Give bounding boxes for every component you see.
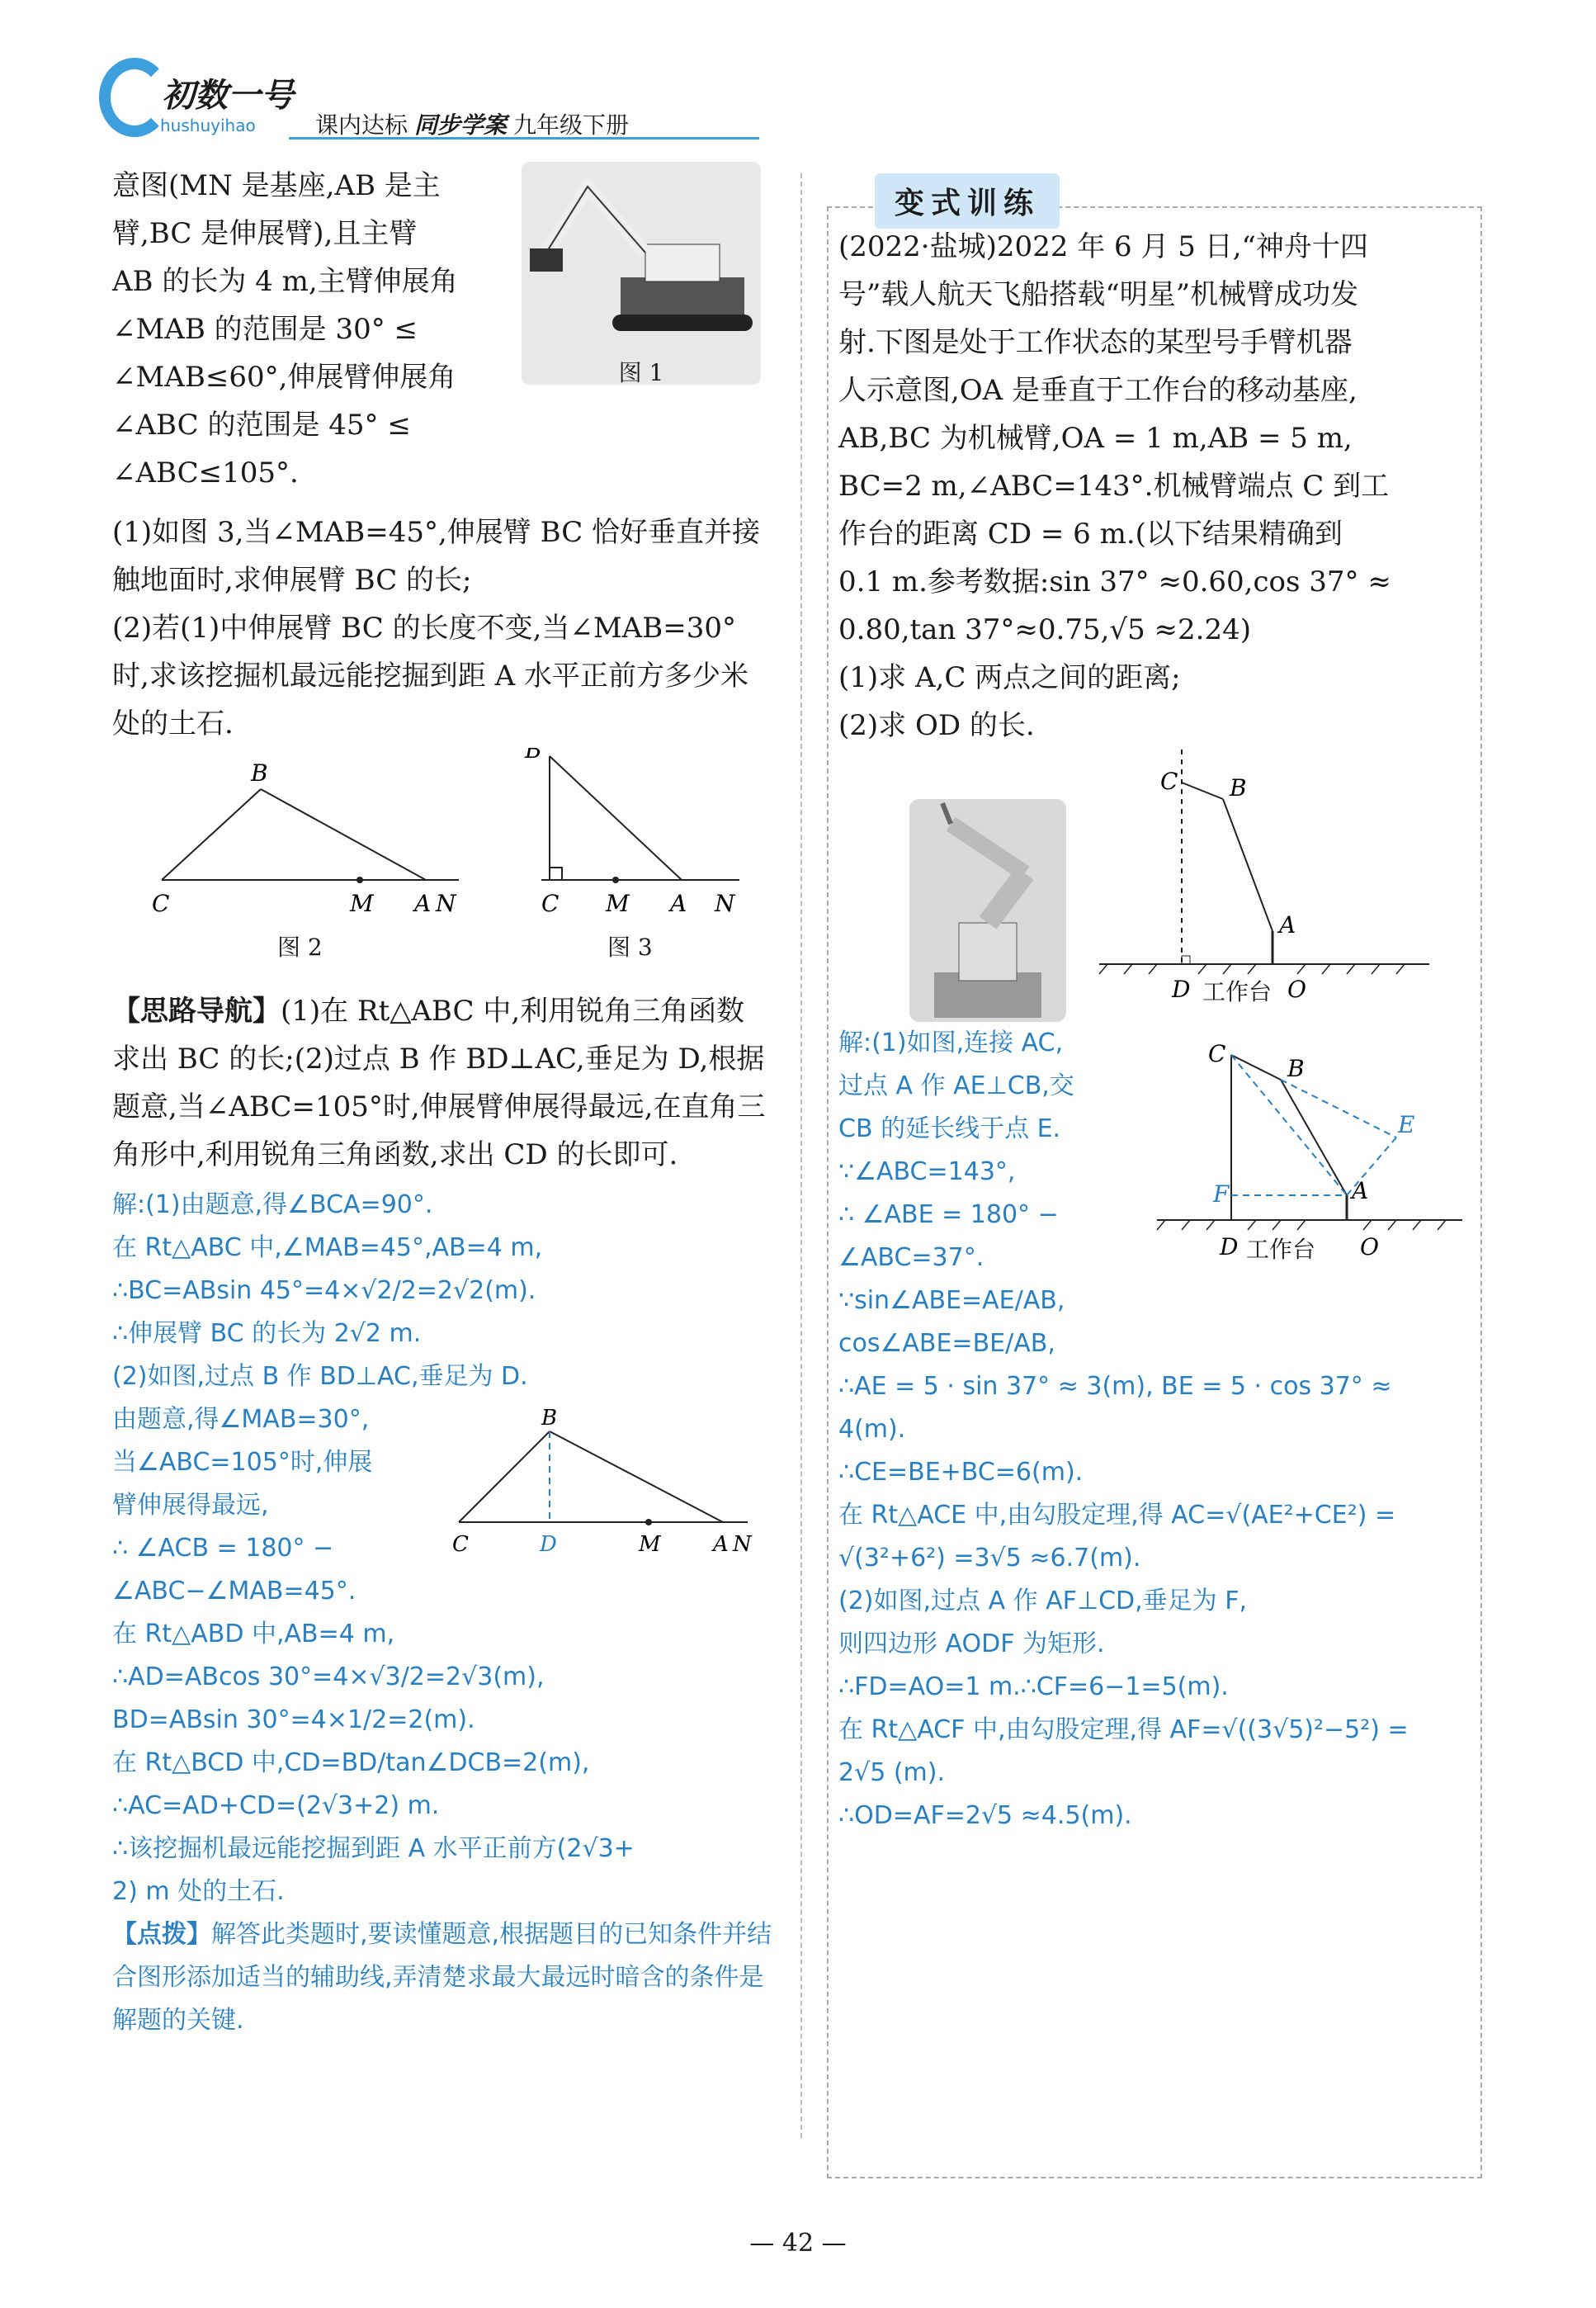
problem-line: 作台的距离 CD = 6 m.(以下结果精确到: [838, 518, 1343, 551]
solution-line: 4(m).: [838, 1415, 906, 1444]
intro-line: ∠MAB 的范围是 30° ≤: [112, 313, 418, 346]
problem-line: 0.1 m.参考数据:sin 37° ≈0.60,cos 37° ≈: [838, 565, 1391, 598]
excavator-icon: [522, 162, 761, 352]
problem-line: BC=2 m,∠ABC=143°.机械臂端点 C 到工: [838, 470, 1390, 503]
robot-diagram: [1091, 750, 1454, 1022]
solution-line: ∠ABC−∠MAB=45°.: [112, 1577, 357, 1606]
grade-label: 九年级下册: [513, 111, 630, 139]
variant-training-title: 变式训练: [875, 173, 1060, 229]
robot-figure-row: [827, 750, 1479, 1022]
svg-text:B: B: [1287, 1055, 1305, 1082]
intro-line: 臂,BC 是伸展臂),且主臂: [112, 217, 418, 250]
problem-line: (2)求 OD 的长.: [838, 709, 1035, 742]
guide-text: (1)在 Rt△ABC 中,利用锐角三角函数求出 BC 的长;(2)过点 B 作 BD⊥AC,垂足为 D,根据题意,当∠ABC=105°时,伸展臂伸展得最远,在直角三角形中,利用锐角三角函数,求出 CD 的长即可.: [112, 995, 766, 1171]
page-number: — 42 —: [749, 2229, 847, 2258]
figure-1-caption: 图 1: [618, 359, 664, 386]
solution-line: cos∠ABE=BE/AB,: [838, 1329, 1055, 1358]
svg-text:M: M: [606, 890, 630, 917]
svg-text:M: M: [350, 890, 374, 917]
solution-line: ∴AE = 5 · sin 37° ≈ 3(m), BE = 5 · cos 37° ≈: [838, 1372, 1392, 1401]
intro-line: AB 的长为 4 m,主臂伸展角: [112, 265, 458, 298]
solution-line: 在 Rt△BCD 中,CD=BD/tan∠DCB=2(m),: [112, 1748, 590, 1777]
robot-arm-photo: [909, 799, 1066, 1022]
solution-line: 在 Rt△ABC 中,∠MAB=45°,AB=4 m,: [112, 1233, 543, 1262]
tip-tag: 【点拨】: [112, 1920, 211, 1949]
svg-text:A: A: [670, 890, 687, 917]
svg-text:F: F: [1213, 1180, 1230, 1208]
header-text: [315, 107, 629, 140]
svg-text:M: M: [639, 1532, 661, 1555]
svg-text:C: C: [1208, 1040, 1226, 1067]
solution-line: ∴AC=AD+CD=(2√3+2) m.: [112, 1791, 440, 1820]
tip-text: 解答此类题时,要读懂题意,根据题目的已知条件并结合图形添加适当的辅助线,弄清楚求最大最远时暗含的条件是解题的关键.: [112, 1920, 772, 2035]
solution-left: [112, 1184, 772, 2042]
solution-line: ∴FD=AO=1 m.∴CF=6−1=5(m).: [838, 1672, 1229, 1701]
svg-text:A: A: [414, 890, 432, 917]
problem-line: 号”载人航天飞船搭载“明星”机械臂成功发: [838, 278, 1359, 311]
svg-text:O: O: [1360, 1233, 1379, 1260]
svg-text:A: A: [713, 1532, 729, 1555]
solution-line: 在 Rt△ABD 中,AB=4 m,: [112, 1620, 395, 1648]
workbench-label-2: 工作台: [1246, 1236, 1316, 1263]
solution-with-figure: [112, 1398, 772, 1613]
solution-line: (2)如图,过点 A 作 AF⊥CD,垂足为 F,: [838, 1587, 1247, 1615]
solution-line: ∴该挖掘机最远能挖掘到距 A 水平正前方(2√3+: [112, 1834, 635, 1863]
figures-2-3: [112, 748, 772, 987]
intro-line: ∠ABC≤105°.: [112, 456, 299, 490]
svg-text:C: C: [541, 890, 560, 917]
solution-figure-1: [442, 1407, 772, 1555]
svg-text:C: C: [152, 890, 170, 917]
tip-paragraph: [112, 1913, 772, 2042]
solution-line: ∴AD=ABcos 30°=4×√3/2=2√3(m),: [112, 1662, 545, 1691]
solution-line: CB 的延长线于点 E.: [838, 1114, 1061, 1143]
svg-text:C: C: [452, 1532, 469, 1555]
solution-line: ∴BC=ABsin 45°=4×√2/2=2√2(m).: [112, 1276, 536, 1305]
solution-line: √(3²+6²) =3√5 ≈6.7(m).: [838, 1544, 1141, 1573]
solution-line: 在 Rt△ACE 中,由勾股定理,得 AC=√(AE²+CE²) =: [838, 1501, 1396, 1530]
workbench-label: 工作台: [1202, 978, 1273, 1005]
svg-text:E: E: [1398, 1111, 1415, 1138]
intro-line: 意图(MN 是基座,AB 是主: [112, 169, 441, 202]
solution-line: 解:(1)由题意,得∠BCA=90°.: [112, 1190, 433, 1219]
question-1: (1)如图 3,当∠MAB=45°,伸展臂 BC 恰好垂直并接触地面时,求伸展臂 BC 的长;: [112, 516, 761, 597]
svg-text:N: N: [733, 1532, 752, 1555]
solution-line: 当∠ABC=105°时,伸展: [112, 1448, 373, 1477]
problem-line: 0.80,tan 37°≈0.75,√5 ≈2.24): [838, 613, 1251, 646]
problem-line: (1)求 A,C 两点之间的距离;: [838, 661, 1181, 694]
svg-text:A: A: [1352, 1177, 1369, 1204]
svg-text:B: B: [541, 1407, 558, 1431]
svg-text:B: B: [1230, 774, 1247, 802]
svg-text:A: A: [1279, 911, 1296, 939]
intro-line: ∠MAB≤60°,伸展臂伸展角: [112, 361, 456, 394]
svg-text:C: C: [1160, 768, 1178, 795]
solution-line: 解:(1)如图,连接 AC,: [838, 1029, 1064, 1057]
solution-line: BD=ABsin 30°=4×1/2=2(m).: [112, 1705, 475, 1734]
figure-2: [152, 759, 459, 917]
svg-text:N: N: [436, 890, 456, 917]
robot-arm-icon: [909, 799, 1066, 1022]
series-label: 课内达标: [315, 111, 408, 139]
svg-text:N: N: [715, 890, 735, 917]
excavator-photo: [522, 162, 761, 385]
problem-line: AB,BC 为机械臂,OA = 1 m,AB = 5 m,: [838, 422, 1353, 455]
solution-line: ∴伸展臂 BC 的长为 2√2 m.: [112, 1319, 422, 1348]
solution-line: 2√5 (m).: [838, 1758, 945, 1787]
solution-line: ∵∠ABC=143°,: [838, 1157, 1016, 1186]
solution-line: ∴ ∠ACB = 180° −: [112, 1534, 334, 1563]
solution-line: ∴CE=BE+BC=6(m).: [838, 1458, 1084, 1487]
svg-text:D: D: [1172, 976, 1191, 1003]
solution-line: 2) m 处的土石.: [112, 1877, 285, 1906]
guide-paragraph: [112, 987, 772, 1179]
left-column: [112, 162, 772, 2042]
problem-line: (2022·盐城)2022 年 6 月 5 日,“神舟十四: [838, 230, 1368, 263]
guide-tag: 【思路导航】: [112, 995, 281, 1028]
svg-text:B: B: [525, 748, 542, 764]
solution-line: 在 Rt△ACF 中,由勾股定理,得 AF=√((3√5)²−5²) =: [838, 1715, 1409, 1744]
column-divider: [800, 173, 802, 2138]
solution-line: (2)如图,过点 B 作 BD⊥AC,垂足为 D.: [112, 1362, 528, 1391]
solution-line: ∴ ∠ABE = 180° −: [838, 1200, 1059, 1229]
svg-text:D: D: [1220, 1233, 1239, 1260]
problem-line: 射.下图是处于工作状态的某型号手臂机器: [838, 326, 1353, 359]
figure-3-caption: 图 3: [607, 934, 653, 961]
brand-label: 同步学案: [414, 111, 508, 139]
logo-subtitle: hushuyihao: [160, 116, 256, 135]
solution-line: 由题意,得∠MAB=30°,: [112, 1405, 370, 1434]
question-2: (2)若(1)中伸展臂 BC 的长度不变,当∠MAB=30°时,求该挖掘机最远能挖掘到距 A 水平正前方多少米处的土石.: [112, 612, 748, 740]
solution-line: 则四边形 AODF 为矩形.: [838, 1629, 1105, 1658]
logo-title: 初数一号: [162, 77, 294, 115]
svg-text:B: B: [251, 759, 268, 787]
solution-line: 臂伸展得最远,: [112, 1491, 269, 1520]
solution-right: [827, 1022, 1479, 1837]
solution-line: ∴OD=AF=2√5 ≈4.5(m).: [838, 1801, 1132, 1830]
intro-line: ∠ABC 的范围是 45° ≤: [112, 409, 411, 442]
figure-2-caption: 图 2: [277, 934, 323, 961]
figures-svg: [112, 748, 772, 929]
right-column: [827, 223, 1479, 1837]
intro-text: [112, 162, 508, 497]
figure-3: [524, 748, 739, 917]
problem-line: 人示意图,OA 是垂直于工作台的移动基座,: [838, 374, 1358, 407]
svg-text:O: O: [1287, 976, 1306, 1003]
solution-line: 过点 A 作 AE⊥CB,交: [838, 1071, 1074, 1100]
svg-text:D: D: [540, 1532, 557, 1555]
page-header: [99, 58, 677, 149]
solution-line: ∠ABC=37°.: [838, 1243, 985, 1272]
solution-line: ∵sin∠ABE=AE/AB,: [838, 1286, 1065, 1315]
